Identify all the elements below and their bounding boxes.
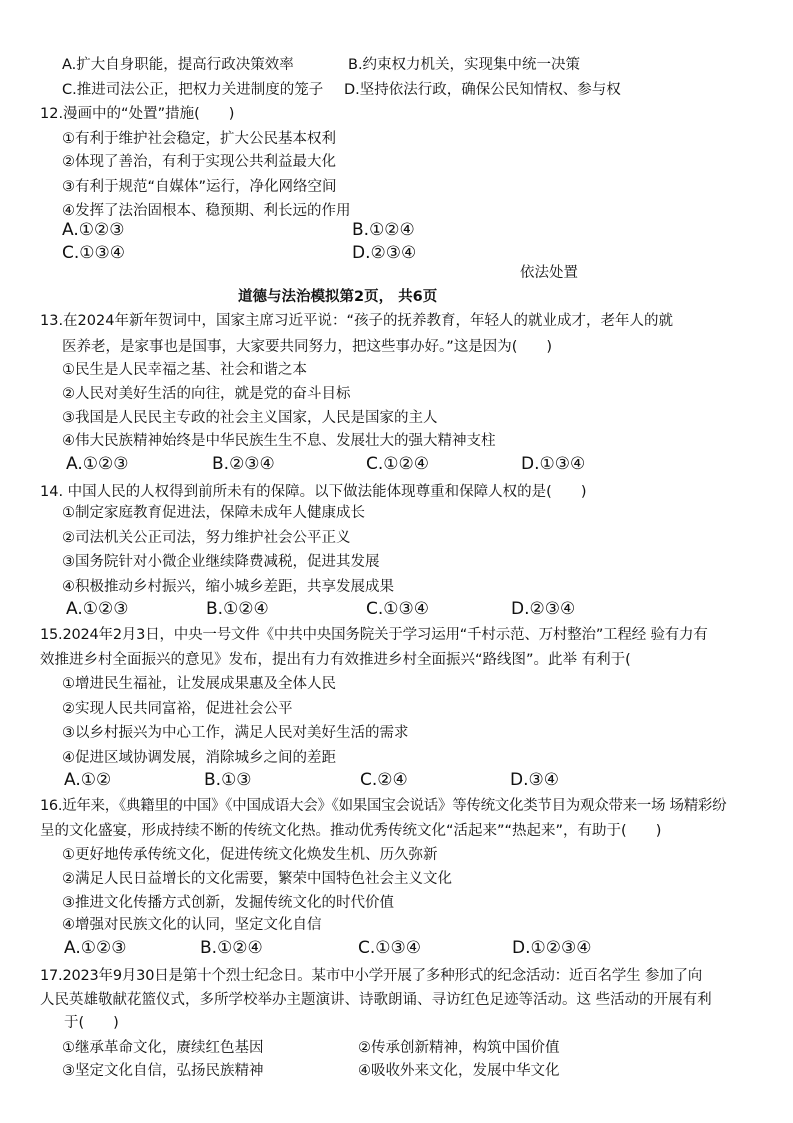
q14-item-4: ④积极推动乡村振兴，缩小城乡差距，共享发展成果 xyxy=(62,579,394,595)
q11-option-d: D.坚持依法行政，确保公民知情权、参与权 xyxy=(344,82,621,98)
q12-item-2: ②体现了善治，有利于实现公共利益最大化 xyxy=(62,154,336,170)
q16-stem-cont: 呈的文化盛宴，形成持续不断的传统文化热。推动优秀传统文化“活起来”“热起来”，有助于( ) xyxy=(40,823,662,839)
q17-stem-cont: 人民英雄敬献花篮仪式，多所学校举办主题演讲、诗歌朗诵、寻访红色足迹等活动。这 些活动的开展有利 xyxy=(40,992,712,1008)
q16-choice-a: A.①②③ xyxy=(64,938,127,958)
q17-item-2: ②传承创新精神，构筑中国价值 xyxy=(358,1040,560,1056)
q16-choice-d: D.①②③④ xyxy=(512,938,592,958)
q15-stem-cont: 效推进乡村全面振兴的意见》发布，提出有力有效推进乡村全面振兴“路线图”。此举 有利于( xyxy=(40,652,631,668)
q12-choice-a: A.①②③ xyxy=(62,220,125,240)
q15-item-3: ③以乡村振兴为中心工作，满足人民对美好生活的需求 xyxy=(62,725,409,741)
q12-choice-b: B.①②④ xyxy=(352,220,415,240)
q17-item-1: ①继承革命文化，赓续红色基因 xyxy=(62,1040,264,1056)
q12-choice-c: C.①③④ xyxy=(62,243,125,263)
q12-item-1: ①有利于维护社会稳定，扩大公民基本权利 xyxy=(62,131,336,147)
cartoon-caption: 依法处置 xyxy=(520,265,578,281)
q16-item-2: ②满足人民日益增长的文化需要，繁荣中国特色社会主义文化 xyxy=(62,871,452,887)
q13-choice-c: C.①②④ xyxy=(366,454,429,474)
q16-stem: 16.近年来，《典籍里的中国》《中国成语大会》《如果国宝会说话》等传统文化类节目为观众带来一场 场精彩纷 xyxy=(40,798,727,814)
q16-item-1: ①更好地传承传统文化，促进传统文化焕发生机、历久弥新 xyxy=(62,847,438,863)
q15-item-1: ①增进民生福祉，让发展成果惠及全体人民 xyxy=(62,676,336,692)
q13-item-2: ②人民对美好生活的向往，就是党的奋斗目标 xyxy=(62,386,351,402)
q15-choice-b: B.①③ xyxy=(204,770,252,790)
q14-item-2: ②司法机关公正司法，努力维护社会公平正义 xyxy=(62,530,351,546)
q17-stem: 17.2023年9月30日是第十个烈士纪念日。某市中小学开展了多种形式的纪念活动：近百名学生 参加了向 xyxy=(40,968,703,984)
q15-choice-a: A.①② xyxy=(64,770,112,790)
q13-stem-cont: 医养老，是家事也是国事，大家要共同努力，把这些事办好。”这是因为( ) xyxy=(62,339,553,355)
q16-item-3: ③推进文化传播方式创新，发掘传统文化的时代价值 xyxy=(62,895,394,911)
q12-stem: 12.漫画中的“处置”措施( ) xyxy=(40,106,235,122)
q11-option-a: A.扩大自身职能，提高行政决策效率 xyxy=(62,57,294,73)
q14-item-3: ③国务院针对小微企业继续降费减税，促进其发展 xyxy=(62,554,380,570)
q15-choice-c: C.②④ xyxy=(360,770,408,790)
page-footer: 道德与法治模拟第2页， 共6页 xyxy=(238,289,438,305)
q17-item-3: ③坚定文化自信，弘扬民族精神 xyxy=(62,1063,264,1079)
q15-item-2: ②实现人民共同富裕，促进社会公平 xyxy=(62,701,293,717)
q17-item-4: ④吸收外来文化，发展中华文化 xyxy=(358,1063,560,1079)
q15-stem: 15.2024年2月3日，中央一号文件《中共中央国务院关于学习运用“千村示范、万村整治”工程经 验有力有 xyxy=(40,627,708,643)
q13-item-3: ③我国是人民民主专政的社会主义国家，人民是国家的主人 xyxy=(62,410,438,426)
q13-item-4: ④伟大民族精神始终是中华民族生生不息、发展壮大的强大精神支柱 xyxy=(62,433,496,449)
q15-item-4: ④促进区域协调发展，消除城乡之间的差距 xyxy=(62,750,336,766)
q16-choice-c: C.①③④ xyxy=(358,938,421,958)
q11-option-c: C.推进司法公正，把权力关进制度的笼子 xyxy=(62,82,324,98)
q12-item-4: ④发挥了法治固根本、稳预期、利长远的作用 xyxy=(62,203,351,219)
q12-choice-d: D.②③④ xyxy=(352,243,417,263)
q14-stem: 14. 中国人民的人权得到前所未有的保障。以下做法能体现尊重和保障人权的是( ) xyxy=(40,484,587,500)
q14-choice-d: D.②③④ xyxy=(511,599,576,619)
q13-stem: 13.在2024年新年贺词中，国家主席习近平说：“孩子的抚养教育，年轻人的就业成才，老年人的就 xyxy=(40,313,673,329)
q12-item-3: ③有利于规范“自媒体”运行，净化网络空间 xyxy=(62,179,337,195)
q14-choice-b: B.①②④ xyxy=(206,599,269,619)
q14-choice-a: A.①②③ xyxy=(66,599,129,619)
q15-choice-d: D.③④ xyxy=(510,770,559,790)
q14-item-1: ①制定家庭教育促进法，保障未成年人健康成长 xyxy=(62,505,365,521)
q17-stem-end: 于( ) xyxy=(64,1015,119,1031)
q13-choice-d: D.①③④ xyxy=(521,454,586,474)
q14-choice-c: C.①③④ xyxy=(366,599,429,619)
q13-item-1: ①民生是人民幸福之基、社会和谐之本 xyxy=(62,362,307,378)
q13-choice-a: A.①②③ xyxy=(66,454,129,474)
q13-choice-b: B.②③④ xyxy=(212,454,275,474)
q11-option-b: B.约束权力机关，实现集中统一决策 xyxy=(348,57,581,73)
q16-item-4: ④增强对民族文化的认同，坚定文化自信 xyxy=(62,917,322,933)
q16-choice-b: B.①②④ xyxy=(200,938,263,958)
